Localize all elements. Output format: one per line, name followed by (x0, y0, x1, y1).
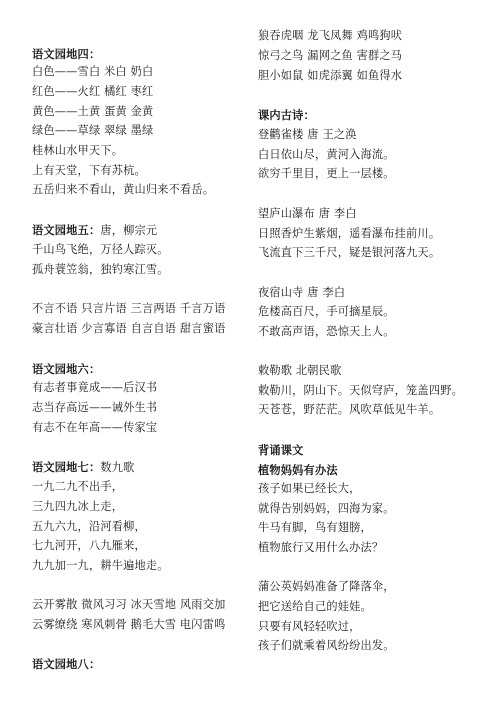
right_column-line (258, 325, 395, 339)
line-text: 孤舟蓑笠翁，独钓寒江雪。 (32, 263, 169, 276)
line-text: 黄色——土黄 蛋黄 金黄 (32, 105, 154, 118)
line-text: 不敢高声语，恐惊天上人。 (258, 325, 395, 338)
line-text: 有志不在年高——传家宝 (32, 421, 158, 434)
section-heading: 语文园地四： (32, 47, 101, 61)
line-text: 登鹳雀楼 唐 王之涣 (258, 128, 357, 141)
left_column-line (32, 302, 225, 316)
left_column-line (32, 421, 157, 435)
left_column-line (32, 243, 169, 257)
right_column-line (258, 246, 440, 260)
section-heading: 语文园地七： (32, 460, 101, 474)
line-text: 飞流直下三千尺，疑是银河落九天。 (258, 246, 441, 259)
left_column-line (32, 480, 123, 494)
right_column-line (258, 286, 345, 300)
line-text: 三九四九冰上走， (32, 500, 124, 513)
line-text: 望庐山瀑布 唐 李白 (258, 207, 357, 220)
right_column-line (258, 620, 361, 634)
line-text: 白日依山尽，黄河入海流。 (258, 148, 395, 161)
line-text: 狼吞虎咽 龙飞凤舞 鸡鸣狗吠 (258, 29, 403, 42)
right_column-line (258, 580, 395, 594)
right_column-line (258, 521, 372, 535)
line-text: 孩子们就乘着风纷纷出发。 (258, 639, 395, 652)
left_column-line (32, 539, 146, 553)
left_column-line (32, 362, 100, 377)
line-text: 千山鸟飞绝，万径人踪灭。 (32, 243, 169, 256)
line-text: 有志者事竟成——后汉书 (32, 381, 158, 394)
left_column-line (32, 183, 214, 197)
right_column-line (258, 463, 338, 478)
line-text: 豪言壮语 少言寡语 自言自语 甜言蜜语 (32, 322, 226, 335)
right_column-line (258, 167, 395, 181)
left_column-line (32, 322, 225, 336)
line-text: 胆小如鼠 如虎添翼 如鱼得水 (258, 69, 403, 82)
left_column-line (32, 65, 153, 79)
line-text: 只要有风轻轻吹过， (258, 620, 361, 633)
right_column-line (258, 305, 395, 319)
left_column-line (32, 105, 153, 119)
right_column-line (258, 148, 395, 162)
line-text: 白色——雪白 米白 奶白 (32, 65, 154, 78)
left_column-line (32, 263, 169, 277)
section-heading: 背诵课文 (258, 443, 304, 457)
right_column-line (258, 482, 361, 496)
right_column-line (258, 29, 402, 43)
line-text: 桂林山水甲天下。 (32, 144, 124, 157)
left_column-line (32, 401, 157, 415)
line-text: 九九加一九，耕牛遍地走。 (32, 559, 169, 572)
left_column-line (32, 598, 225, 612)
right_column-line (258, 69, 402, 83)
line-text: 唐，柳宗元 (100, 224, 158, 237)
line-text: 数九歌 (100, 461, 135, 474)
line-text: 不言不语 只言片语 三言两语 千言万语 (32, 302, 226, 315)
right_column-line (258, 108, 315, 123)
right_column-line (258, 384, 463, 398)
left_column-line (32, 520, 146, 534)
line-text: 敕勒歌 北朝民歌 (258, 364, 342, 377)
right_column-line (258, 443, 304, 458)
line-text: 一九二九不出手， (32, 480, 124, 493)
right_column-line (258, 502, 395, 516)
line-text: 惊弓之鸟 漏网之鱼 害群之马 (258, 49, 403, 62)
line-text: 孩子如果已经长大， (258, 482, 361, 495)
right_column-line (258, 639, 395, 653)
line-text: 夜宿山寺 唐 李白 (258, 286, 346, 299)
line-text: 云开雾散 微风习习 冰天雪地 风雨交加 (32, 598, 226, 611)
right_column-line (258, 227, 440, 241)
line-text: 红色——火红 橘红 枣红 (32, 85, 154, 98)
left_column-line (32, 460, 135, 475)
line-text: 绿色——草绿 翠绿 墨绿 (32, 124, 154, 137)
left_column-line (32, 618, 225, 632)
line-text: 危楼高百尺，手可摘星辰。 (258, 305, 395, 318)
line-text: 五九六九，沿河看柳， (32, 520, 146, 533)
section-heading: 语文园地五： (32, 223, 101, 237)
left_column-line (32, 124, 153, 138)
line-text: 志当存高远——诫外生书 (32, 401, 158, 414)
line-text: 牛马有脚，鸟有翅膀， (258, 521, 372, 534)
right_column-line (258, 403, 440, 417)
line-text: 五岳归来不看山，黄山归来不看岳。 (32, 183, 215, 196)
line-text: 就得告别妈妈，四海为家。 (258, 502, 395, 515)
left_column-line (32, 559, 169, 573)
line-text: 上有天堂，下有苏杭。 (32, 164, 146, 177)
right_column-line (258, 49, 402, 63)
left_column-line (32, 223, 157, 238)
right_column-line (258, 364, 341, 378)
line-text: 敕勒川，阴山下。天似穹庐，笼盖四野。 (258, 384, 463, 397)
left_column-line (32, 657, 100, 672)
line-text: 蒲公英妈妈准备了降落伞， (258, 580, 395, 593)
line-text: 把它送给自己的娃娃。 (258, 600, 372, 613)
left_column-line (32, 144, 123, 158)
section-heading: 植物妈妈有办法 (258, 463, 338, 477)
section-heading: 语文园地六： (32, 362, 101, 376)
line-text: 欲穷千里目，更上一层楼。 (258, 167, 395, 180)
line-text: 云雾缭绕 寒风刺骨 鹅毛大雪 电闪雷鸣 (32, 618, 226, 631)
right_column-line (258, 128, 357, 142)
right_column-line (258, 600, 372, 614)
left_column-line (32, 381, 157, 395)
section-heading: 课内古诗： (258, 108, 315, 122)
line-text: 七九河开，八九雁来， (32, 539, 146, 552)
left_column-line (32, 164, 146, 178)
left_column-line (32, 500, 123, 514)
right_column-line (258, 207, 357, 221)
left_column-line (32, 47, 100, 62)
left_column-line (32, 85, 153, 99)
line-text: 天苍苍，野茫茫。风吹草低见牛羊。 (258, 403, 441, 416)
line-text: 日照香炉生紫烟，遥看瀑布挂前川。 (258, 227, 441, 240)
line-text: 植物旅行又用什么办法？ (258, 541, 384, 554)
right_column-line (258, 541, 383, 555)
section-heading: 语文园地八： (32, 657, 101, 671)
